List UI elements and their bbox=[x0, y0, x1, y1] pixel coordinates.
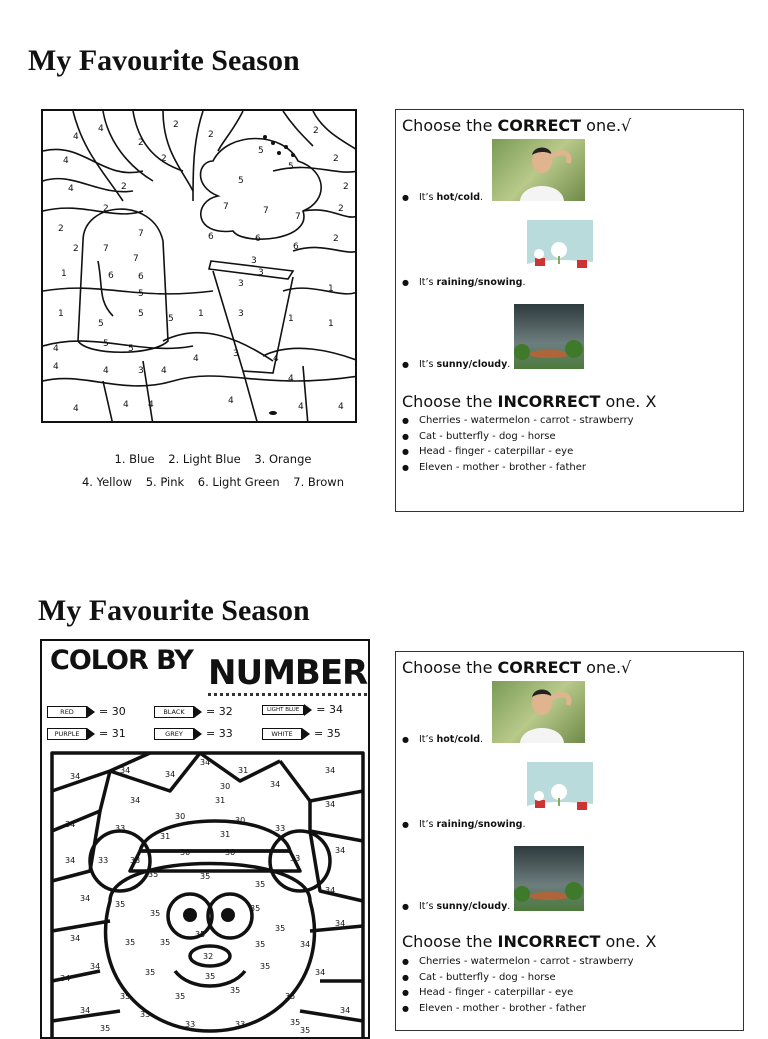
svg-text:35: 35 bbox=[285, 992, 296, 1001]
svg-text:34: 34 bbox=[130, 796, 141, 805]
svg-text:33: 33 bbox=[235, 1020, 246, 1029]
svg-text:35: 35 bbox=[195, 930, 206, 939]
svg-text:35: 35 bbox=[250, 904, 261, 913]
svg-text:34: 34 bbox=[65, 856, 76, 865]
list-item: ● Eleven - mother - brother - father bbox=[402, 1001, 634, 1017]
svg-text:35: 35 bbox=[150, 909, 161, 918]
svg-text:5: 5 bbox=[288, 162, 294, 172]
crayon-tip-icon bbox=[87, 728, 95, 740]
svg-text:30: 30 bbox=[225, 848, 236, 857]
svg-text:4: 4 bbox=[123, 400, 129, 410]
item-options: raining/snowing bbox=[436, 819, 523, 830]
item-options: sunny/cloudy bbox=[436, 901, 508, 912]
crayon-label: GREY bbox=[154, 728, 194, 740]
item-options: hot/cold bbox=[436, 734, 481, 745]
list-item: ● Cat - butterfly - dog - horse bbox=[402, 970, 634, 986]
hot-boy-photo bbox=[492, 139, 585, 201]
svg-text:34: 34 bbox=[325, 766, 336, 775]
crayon-key bbox=[47, 727, 126, 740]
legend-item: 4. Yellow bbox=[81, 475, 133, 489]
legend-item: 2. Light Blue bbox=[168, 452, 241, 466]
svg-text:2: 2 bbox=[161, 154, 167, 164]
svg-text:30: 30 bbox=[235, 816, 246, 825]
svg-text:31: 31 bbox=[220, 830, 231, 839]
legend-item: 6. Light Green bbox=[197, 475, 280, 489]
worksheet-title: My Favourite Season bbox=[28, 44, 300, 77]
svg-text:2: 2 bbox=[338, 204, 344, 214]
svg-text:4: 4 bbox=[53, 362, 59, 372]
svg-text:35: 35 bbox=[200, 872, 211, 881]
svg-text:31: 31 bbox=[238, 766, 249, 775]
svg-text:5: 5 bbox=[98, 319, 104, 329]
item-text: It’s bbox=[418, 819, 437, 830]
svg-text:33: 33 bbox=[140, 1010, 151, 1019]
svg-text:35: 35 bbox=[260, 962, 271, 971]
svg-text:2: 2 bbox=[208, 130, 214, 140]
svg-text:35: 35 bbox=[175, 992, 186, 1001]
heading-text: Choose the bbox=[402, 658, 498, 677]
svg-text:34: 34 bbox=[120, 766, 131, 775]
svg-text:2: 2 bbox=[313, 126, 319, 136]
svg-text:3: 3 bbox=[238, 309, 244, 319]
svg-text:2: 2 bbox=[103, 204, 109, 214]
svg-text:34: 34 bbox=[200, 758, 211, 767]
svg-text:4: 4 bbox=[338, 402, 344, 412]
item-options: sunny/cloudy bbox=[436, 359, 508, 370]
crayon-key bbox=[262, 703, 343, 716]
crayon-tip-icon bbox=[194, 706, 202, 718]
item-text: It’s bbox=[418, 277, 437, 288]
svg-text:5: 5 bbox=[138, 289, 144, 299]
svg-text:34: 34 bbox=[90, 962, 101, 971]
svg-text:6: 6 bbox=[108, 271, 114, 281]
crayon-value: = 35 bbox=[314, 727, 341, 740]
svg-text:35: 35 bbox=[255, 940, 266, 949]
svg-text:7: 7 bbox=[223, 202, 229, 212]
heading-keyword: INCORRECT bbox=[497, 932, 601, 951]
cbn-title: COLOR BY bbox=[50, 645, 193, 676]
crayon-label: WHITE bbox=[262, 728, 302, 740]
svg-text:2: 2 bbox=[73, 244, 79, 254]
quiz-item bbox=[402, 359, 510, 370]
heading-text: one.√ bbox=[581, 658, 632, 677]
cloudy-scene-picture bbox=[514, 304, 584, 369]
svg-text:34: 34 bbox=[340, 1006, 351, 1015]
bear-coloring-picture bbox=[50, 751, 365, 1039]
crayon-label: BLACK bbox=[154, 706, 194, 718]
svg-text:34: 34 bbox=[335, 919, 346, 928]
item-text: . bbox=[507, 359, 511, 370]
incorrect-list bbox=[402, 413, 634, 475]
item-text: It’s bbox=[418, 192, 437, 203]
heading-text: Choose the bbox=[402, 392, 498, 411]
quiz-item bbox=[402, 819, 525, 830]
crayon-key bbox=[154, 705, 233, 718]
crayon-value: = 30 bbox=[99, 705, 126, 718]
list-item: ● Cherries - watermelon - carrot - strawberry bbox=[402, 413, 634, 429]
svg-text:31: 31 bbox=[215, 796, 226, 805]
svg-text:32: 32 bbox=[203, 952, 214, 961]
svg-text:5: 5 bbox=[238, 176, 244, 186]
svg-text:34: 34 bbox=[315, 968, 326, 977]
svg-text:34: 34 bbox=[70, 934, 81, 943]
worksheet-title: My Favourite Season bbox=[38, 594, 310, 627]
svg-text:35: 35 bbox=[300, 1026, 311, 1035]
crayon-tip-icon bbox=[194, 728, 202, 740]
crayon-value: = 32 bbox=[206, 705, 233, 718]
svg-text:2: 2 bbox=[121, 182, 127, 192]
crayon-tip-icon bbox=[302, 728, 310, 740]
svg-text:4: 4 bbox=[148, 400, 154, 410]
legend-item: 7. Brown bbox=[293, 475, 344, 489]
svg-text:34: 34 bbox=[60, 974, 71, 983]
svg-text:5: 5 bbox=[103, 339, 109, 349]
crayon-value: = 34 bbox=[316, 703, 343, 716]
svg-text:34: 34 bbox=[325, 886, 336, 895]
list-item: ● Cherries - watermelon - carrot - strawberry bbox=[402, 954, 634, 970]
svg-text:34: 34 bbox=[165, 770, 176, 779]
incorrect-heading bbox=[402, 392, 656, 411]
svg-text:3: 3 bbox=[258, 268, 264, 278]
heading-text: one. X bbox=[600, 932, 657, 951]
svg-text:4: 4 bbox=[73, 132, 79, 142]
crayon-value: = 33 bbox=[206, 727, 233, 740]
svg-text:33: 33 bbox=[115, 824, 126, 833]
item-text: It’s bbox=[418, 734, 437, 745]
svg-text:2: 2 bbox=[138, 138, 144, 148]
legend-item: 3. Orange bbox=[254, 452, 312, 466]
svg-text:35: 35 bbox=[148, 870, 159, 879]
crayon-tip-icon bbox=[304, 704, 312, 716]
crayon-tip-icon bbox=[87, 706, 95, 718]
svg-text:3: 3 bbox=[138, 366, 144, 376]
quiz-item bbox=[402, 277, 525, 288]
svg-text:35: 35 bbox=[205, 972, 216, 981]
svg-text:2: 2 bbox=[173, 120, 179, 130]
quiz-panel bbox=[395, 651, 744, 1031]
heading-keyword: CORRECT bbox=[497, 116, 582, 135]
svg-text:35: 35 bbox=[230, 986, 241, 995]
color-legend bbox=[58, 448, 368, 494]
svg-text:7: 7 bbox=[133, 254, 139, 264]
svg-text:34: 34 bbox=[335, 846, 346, 855]
svg-text:34: 34 bbox=[80, 1006, 91, 1015]
svg-text:35: 35 bbox=[115, 900, 126, 909]
svg-text:5: 5 bbox=[128, 344, 134, 354]
svg-text:1: 1 bbox=[328, 319, 334, 329]
crayon-key bbox=[262, 727, 341, 740]
crayon-key bbox=[154, 727, 233, 740]
color-by-number-picture bbox=[41, 109, 357, 423]
svg-text:4: 4 bbox=[68, 184, 74, 194]
svg-text:2: 2 bbox=[333, 154, 339, 164]
svg-text:6: 6 bbox=[138, 272, 144, 282]
svg-text:5: 5 bbox=[138, 309, 144, 319]
svg-text:34: 34 bbox=[70, 772, 81, 781]
incorrect-list bbox=[402, 954, 634, 1016]
item-text: It’s bbox=[418, 901, 437, 912]
svg-text:34: 34 bbox=[65, 820, 76, 829]
svg-text:34: 34 bbox=[270, 780, 281, 789]
svg-text:5: 5 bbox=[168, 314, 174, 324]
svg-text:1: 1 bbox=[288, 314, 294, 324]
svg-text:6: 6 bbox=[208, 232, 214, 242]
svg-text:4: 4 bbox=[63, 156, 69, 166]
quiz-item bbox=[402, 734, 483, 745]
item-text: . bbox=[480, 734, 484, 745]
crayon-key bbox=[47, 705, 126, 718]
svg-text:33: 33 bbox=[185, 1020, 196, 1029]
svg-text:34: 34 bbox=[80, 894, 91, 903]
quiz-item bbox=[402, 901, 510, 912]
svg-text:3: 3 bbox=[251, 256, 257, 266]
svg-text:33: 33 bbox=[275, 824, 286, 833]
legend-item: 5. Pink bbox=[145, 475, 185, 489]
svg-text:2: 2 bbox=[333, 234, 339, 244]
heading-keyword: INCORRECT bbox=[497, 392, 601, 411]
svg-text:4: 4 bbox=[273, 354, 279, 364]
svg-text:4: 4 bbox=[73, 404, 79, 414]
svg-text:2: 2 bbox=[58, 224, 64, 234]
svg-text:7: 7 bbox=[138, 229, 144, 239]
correct-heading bbox=[402, 658, 631, 677]
svg-text:7: 7 bbox=[295, 212, 301, 222]
svg-text:1: 1 bbox=[61, 269, 67, 279]
svg-text:4: 4 bbox=[228, 396, 234, 406]
list-item: ● Cat - butterfly - dog - horse bbox=[402, 429, 634, 445]
crayon-value: = 31 bbox=[99, 727, 126, 740]
svg-text:35: 35 bbox=[125, 938, 136, 947]
crayon-label: PURPLE bbox=[47, 728, 87, 740]
svg-text:34: 34 bbox=[300, 940, 311, 949]
svg-text:7: 7 bbox=[263, 206, 269, 216]
incorrect-heading bbox=[402, 932, 656, 951]
svg-text:33: 33 bbox=[98, 856, 109, 865]
svg-text:4: 4 bbox=[298, 402, 304, 412]
svg-text:7: 7 bbox=[103, 244, 109, 254]
svg-text:1: 1 bbox=[328, 284, 334, 294]
svg-text:6: 6 bbox=[255, 234, 261, 244]
cbn-title: NUMBER bbox=[208, 653, 367, 696]
svg-text:4: 4 bbox=[98, 124, 104, 134]
list-item: ● Eleven - mother - brother - father bbox=[402, 460, 634, 476]
hot-boy-photo bbox=[492, 681, 585, 743]
crayon-label: RED bbox=[47, 706, 87, 718]
color-by-number-sheet bbox=[40, 639, 370, 1039]
item-text: . bbox=[480, 192, 484, 203]
heading-keyword: CORRECT bbox=[497, 658, 582, 677]
svg-text:3: 3 bbox=[233, 349, 239, 359]
item-text: . bbox=[507, 901, 511, 912]
svg-text:35: 35 bbox=[160, 938, 171, 947]
svg-text:35: 35 bbox=[145, 968, 156, 977]
svg-text:4: 4 bbox=[53, 344, 59, 354]
svg-text:4: 4 bbox=[103, 366, 109, 376]
svg-text:35: 35 bbox=[120, 992, 131, 1001]
snow-scene-picture bbox=[527, 220, 593, 278]
item-options: raining/snowing bbox=[436, 277, 523, 288]
svg-text:30: 30 bbox=[180, 848, 191, 857]
svg-text:1: 1 bbox=[198, 309, 204, 319]
svg-text:35: 35 bbox=[255, 880, 266, 889]
list-item: ● Head - finger - caterpillar - eye bbox=[402, 985, 634, 1001]
svg-text:30: 30 bbox=[175, 812, 186, 821]
heading-text: one.√ bbox=[581, 116, 632, 135]
svg-text:6: 6 bbox=[293, 242, 299, 252]
svg-text:3: 3 bbox=[238, 279, 244, 289]
cloudy-scene-picture bbox=[514, 846, 584, 911]
svg-text:4: 4 bbox=[288, 374, 294, 384]
svg-text:35: 35 bbox=[290, 1018, 301, 1027]
svg-text:33: 33 bbox=[290, 854, 301, 863]
list-item: ● Head - finger - caterpillar - eye bbox=[402, 444, 634, 460]
quiz-panel bbox=[395, 109, 744, 512]
svg-text:2: 2 bbox=[343, 182, 349, 192]
svg-text:30: 30 bbox=[220, 782, 231, 791]
svg-text:31: 31 bbox=[160, 832, 171, 841]
heading-text: Choose the bbox=[402, 932, 498, 951]
svg-text:4: 4 bbox=[193, 354, 199, 364]
heading-text: one. X bbox=[600, 392, 657, 411]
crayon-label: LIGHT BLUE bbox=[262, 705, 304, 715]
quiz-item bbox=[402, 192, 483, 203]
correct-heading bbox=[402, 116, 631, 135]
svg-text:34: 34 bbox=[325, 800, 336, 809]
svg-text:33: 33 bbox=[130, 856, 141, 865]
legend-item: 1. Blue bbox=[114, 452, 155, 466]
heading-text: Choose the bbox=[402, 116, 498, 135]
svg-text:5: 5 bbox=[258, 146, 264, 156]
item-text: . bbox=[522, 277, 526, 288]
svg-text:35: 35 bbox=[275, 924, 286, 933]
svg-text:35: 35 bbox=[100, 1024, 111, 1033]
svg-text:1: 1 bbox=[58, 309, 64, 319]
item-options: hot/cold bbox=[436, 192, 481, 203]
item-text: . bbox=[522, 819, 526, 830]
svg-text:4: 4 bbox=[161, 366, 167, 376]
snow-scene-picture bbox=[527, 762, 593, 820]
item-text: It’s bbox=[418, 359, 437, 370]
